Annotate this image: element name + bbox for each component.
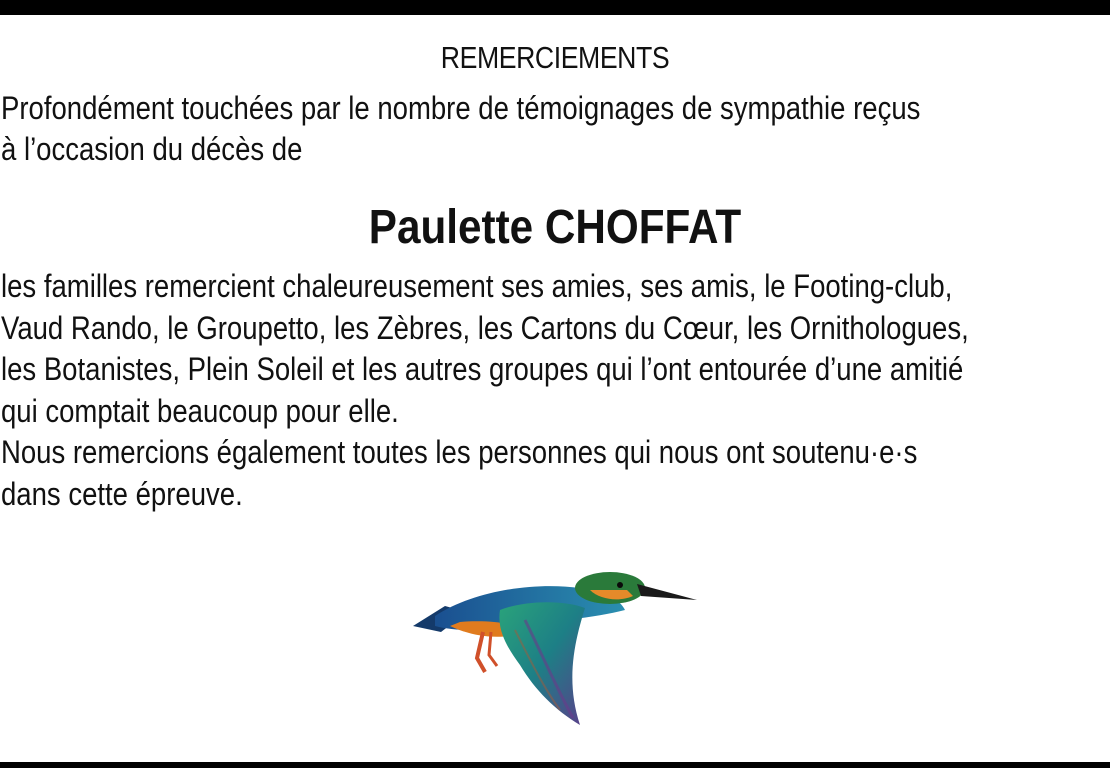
bottom-rule bbox=[0, 762, 1110, 768]
thanks-line: Vaud Rando, le Groupetto, les Zèbres, les Cartons du Cœur, les Ornithologues, bbox=[1, 309, 969, 346]
thanks-text bbox=[1, 266, 1110, 515]
thanks-line: les Botanistes, Plein Soleil et les autres groupes qui l’ont entourée d’une amitié bbox=[1, 351, 964, 387]
thanks-line: les familles remercient chaleureusement ses amies, ses amis, le Footing-club, bbox=[1, 268, 953, 304]
thanks-line: qui comptait beaucoup pour elle. bbox=[1, 392, 399, 429]
deceased-name: Paulette CHOFFAT bbox=[368, 201, 742, 254]
thanks-line: Nous remercions également toutes les personnes qui nous ont soutenu·e·s bbox=[1, 434, 918, 470]
notice-heading: REMERCIEMENTS bbox=[440, 40, 670, 75]
thanks-line: dans cette épreuve. bbox=[1, 475, 243, 512]
intro-text bbox=[1, 88, 1110, 170]
top-rule bbox=[0, 0, 1110, 15]
intro-line: à l’occasion du décès de bbox=[1, 131, 303, 167]
intro-line: Profondément touchées par le nombre de témoignages de sympathie reçus bbox=[1, 90, 921, 126]
kingfisher-icon bbox=[405, 560, 705, 735]
